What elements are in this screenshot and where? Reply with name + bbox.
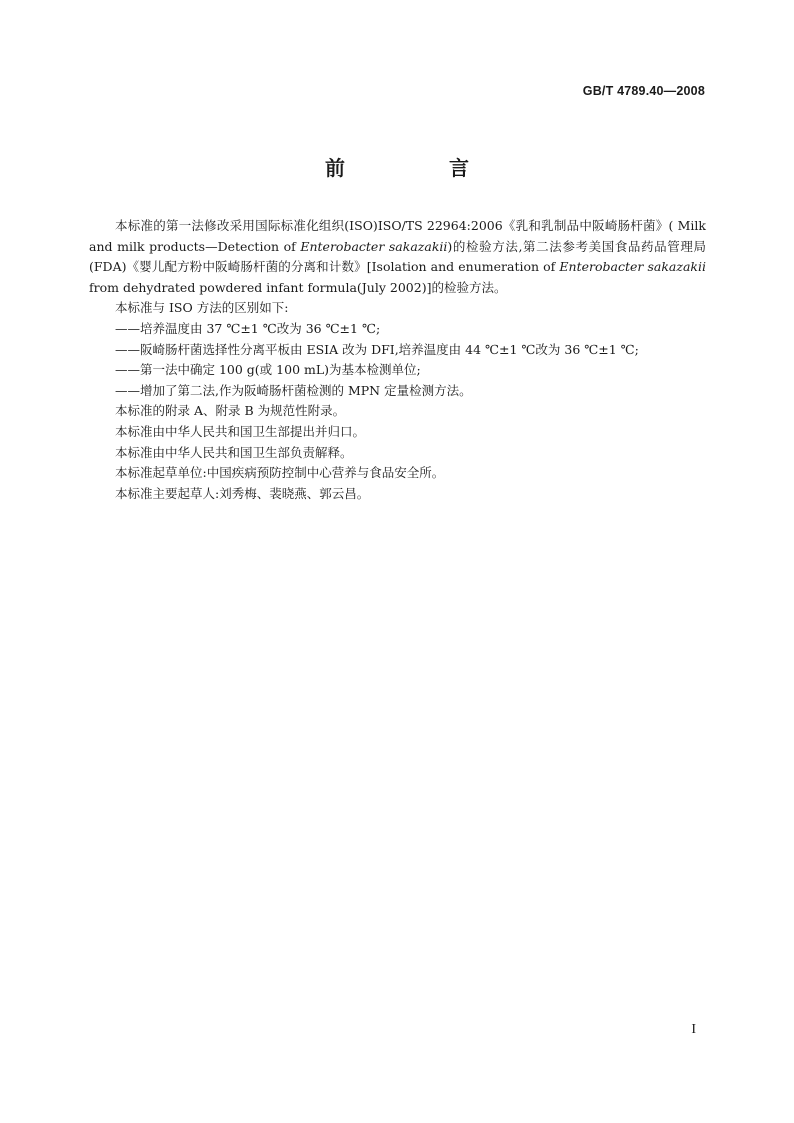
interpretation-statement: 本标准由中华人民共和国卫生部负责解释。 bbox=[115, 444, 353, 460]
page-title: 前 言 bbox=[325, 156, 511, 180]
intro-text-2: )的检验方法,第二法参考美国食品药品管理局(FDA)《婴儿配方粉中阪崎肠杆菌的分离和计数》[Isolation and enumeration of bbox=[89, 238, 706, 275]
difference-item: ——培养温度由 37 ℃±1 ℃改为 36 ℃±1 ℃; bbox=[115, 320, 381, 336]
intro-paragraph bbox=[89, 216, 706, 298]
proposer-statement: 本标准由中华人民共和国卫生部提出并归口。 bbox=[115, 423, 366, 439]
difference-item: ——阪崎肠杆菌选择性分离平板由 ESIA 改为 DFI,培养温度由 44 ℃±1 ℃改为 36 ℃±1 ℃; bbox=[115, 341, 639, 357]
species-name-2: Enterobacter sakazakii bbox=[559, 259, 706, 275]
drafters-statement: 本标准主要起草人:刘秀梅、裴晓燕、郭云昌。 bbox=[115, 485, 370, 501]
drafting-unit-statement: 本标准起草单位:中国疾病预防控制中心营养与食品安全所。 bbox=[115, 465, 445, 481]
differences-heading: 本标准与 ISO 方法的区别如下: bbox=[115, 300, 289, 316]
species-name-1: Enterobacter sakazakii bbox=[300, 238, 448, 254]
difference-item: ——第一法中确定 100 g(或 100 mL)为基本检测单位; bbox=[115, 362, 421, 378]
page-number: I bbox=[691, 1022, 696, 1037]
difference-item: ——增加了第二法,作为阪崎肠杆菌检测的 MPN 定量检测方法。 bbox=[115, 382, 472, 398]
intro-text-3: from dehydrated powdered infant formula(July 2002)]的检验方法。 bbox=[89, 279, 507, 295]
annex-statement: 本标准的附录 A、附录 B 为规范性附录。 bbox=[115, 403, 346, 419]
intro-text-1: 本标准的第一法修改采用国际标准化组织(ISO)ISO/TS 22964:2006《乳和乳制品中阪崎肠杆菌》( Milk and milk products—Detection of bbox=[89, 218, 706, 254]
standard-code: GB/T 4789.40—2008 bbox=[582, 84, 705, 98]
foreword-body bbox=[89, 216, 706, 504]
